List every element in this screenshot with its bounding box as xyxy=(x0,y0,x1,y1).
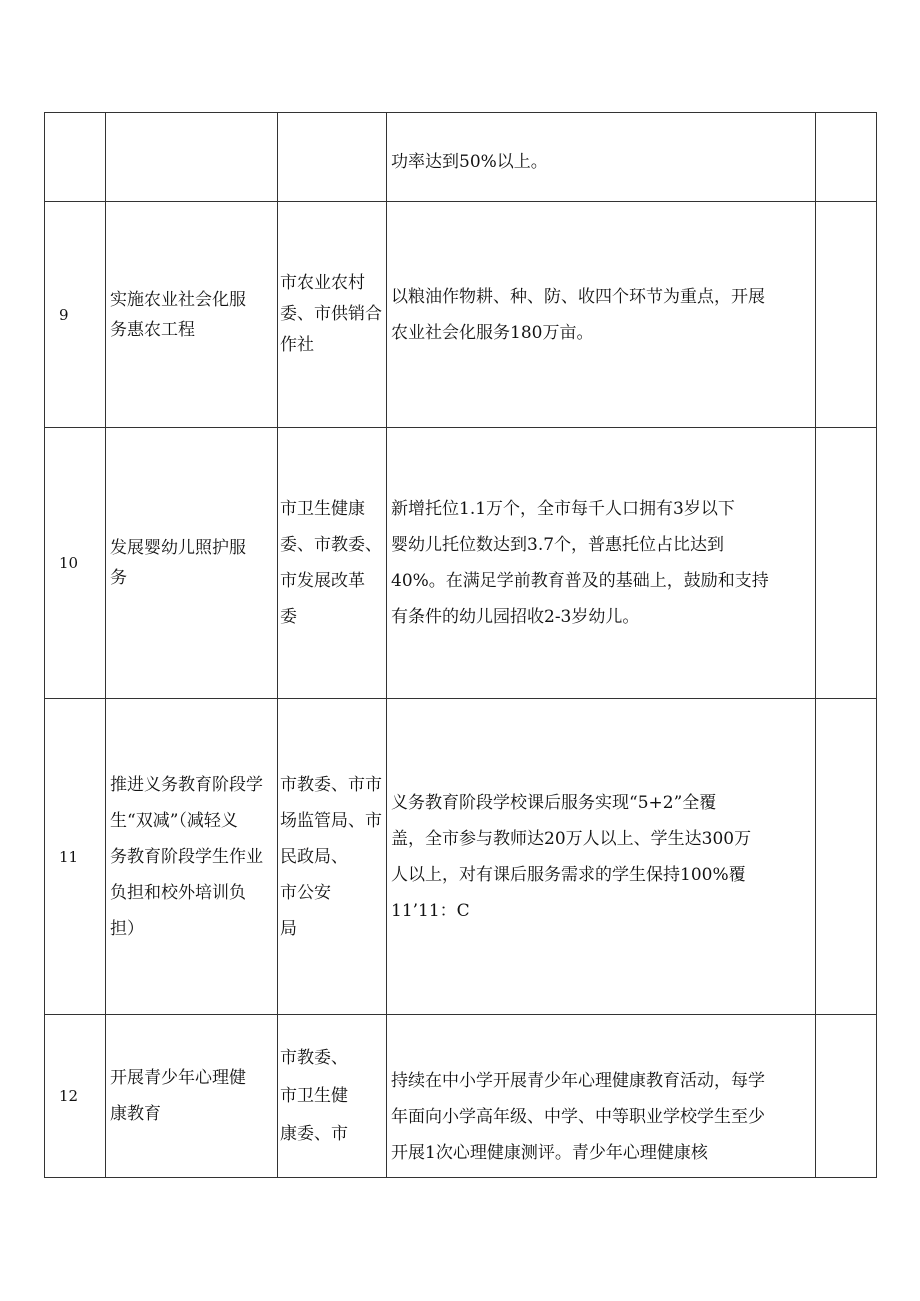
department-line: 市卫生健康 xyxy=(280,499,365,519)
content-cell xyxy=(387,113,816,202)
department-line: 市教委、市市 xyxy=(280,774,382,795)
department-cell xyxy=(278,1015,387,1178)
task-name-line: 开展青少年心理健 xyxy=(110,1068,246,1088)
department-line: 市卫生健 xyxy=(280,1086,348,1106)
task-name-cell xyxy=(106,113,278,202)
row-number-cell xyxy=(45,428,106,699)
department-cell xyxy=(278,113,387,202)
table-row xyxy=(45,113,877,202)
task-name-line: 务教育阶段学生作业 xyxy=(110,846,263,867)
content-line: 新增托位1.1万个，全市每千人口拥有3岁以下 xyxy=(391,499,735,519)
content-line: 盖，全市参与教师达20万人以上、学生达300万 xyxy=(391,828,752,849)
task-name-line: 发展婴幼儿照护服 xyxy=(110,538,246,558)
department-line: 市农业农村 xyxy=(280,273,365,293)
content-line: 开展1次心理健康测评。青少年心理健康核 xyxy=(391,1143,708,1163)
department-cell xyxy=(278,428,387,699)
content-cell xyxy=(387,699,816,1015)
content-cell xyxy=(387,1015,816,1178)
task-name-line: 务惠农工程 xyxy=(110,319,195,340)
task-table xyxy=(44,112,877,1178)
content-line: 有条件的幼儿园招收2-3岁幼儿。 xyxy=(391,607,640,627)
row-number-cell xyxy=(45,113,106,202)
department-line: 康委、市 xyxy=(280,1124,348,1144)
row-number: 10 xyxy=(59,554,79,572)
department-line: 局 xyxy=(280,918,297,939)
department-line: 委、市供销合 xyxy=(280,304,382,324)
content-line: 11’11：C xyxy=(391,900,470,921)
department-cell xyxy=(278,699,387,1015)
content-line: 以粮油作物耕、种、防、收四个环节为重点，开展 xyxy=(391,286,765,307)
row-number: 11 xyxy=(59,847,79,866)
content-line: 义务教育阶段学校课后服务实现“5+2”全覆 xyxy=(391,792,717,813)
table-row xyxy=(45,202,877,428)
department-line: 市教委、 xyxy=(280,1048,348,1068)
task-name-line: 推进义务教育阶段学 xyxy=(110,774,263,795)
department-line: 场监管局、市 xyxy=(280,810,382,831)
content-line: 持续在中小学开展青少年心理健康教育活动，每学 xyxy=(391,1071,765,1091)
content-cell xyxy=(387,428,816,699)
row-number: 9 xyxy=(59,305,69,324)
task-name-line: 担） xyxy=(110,918,144,939)
row-number-cell xyxy=(45,699,106,1015)
department-line: 作社 xyxy=(280,335,314,355)
content-cell xyxy=(387,202,816,428)
content-line: 功率达到50%以上。 xyxy=(391,152,548,172)
extra-cell xyxy=(816,1015,877,1178)
task-name-line: 务 xyxy=(110,568,127,588)
content-line: 40%。在满足学前教育普及的基础上，鼓励和支持 xyxy=(391,571,769,591)
table-row xyxy=(45,428,877,699)
extra-cell xyxy=(816,202,877,428)
department-line: 市公安 xyxy=(280,882,331,903)
department-line: 市发展改革 xyxy=(280,571,365,591)
row-number: 12 xyxy=(59,1087,79,1105)
extra-cell xyxy=(816,699,877,1015)
content-line: 农业社会化服务180万亩。 xyxy=(391,322,594,343)
extra-cell xyxy=(816,428,877,699)
task-name-line: 实施农业社会化服 xyxy=(110,289,246,310)
table-row xyxy=(45,1015,877,1178)
extra-cell xyxy=(816,113,877,202)
department-line: 民政局、 xyxy=(280,846,348,867)
task-name-cell xyxy=(106,1015,278,1178)
content-line: 年面向小学高年级、中学、中等职业学校学生至少 xyxy=(391,1107,765,1127)
table-row xyxy=(45,699,877,1015)
task-name-cell xyxy=(106,699,278,1015)
task-name-cell xyxy=(106,202,278,428)
row-number-cell xyxy=(45,202,106,428)
content-line: 婴幼儿托位数达到3.7个，普惠托位占比达到 xyxy=(391,535,725,555)
task-name-line: 生“双减”（减轻义 xyxy=(110,810,238,831)
task-name-line: 负担和校外培训负 xyxy=(110,882,246,903)
department-cell xyxy=(278,202,387,428)
row-number-cell xyxy=(45,1015,106,1178)
content-line: 人以上，对有课后服务需求的学生保持100%覆 xyxy=(391,864,746,885)
department-line: 委 xyxy=(280,607,297,627)
task-name-cell xyxy=(106,428,278,699)
department-line: 委、市教委、 xyxy=(280,535,382,555)
task-name-line: 康教育 xyxy=(110,1104,161,1124)
